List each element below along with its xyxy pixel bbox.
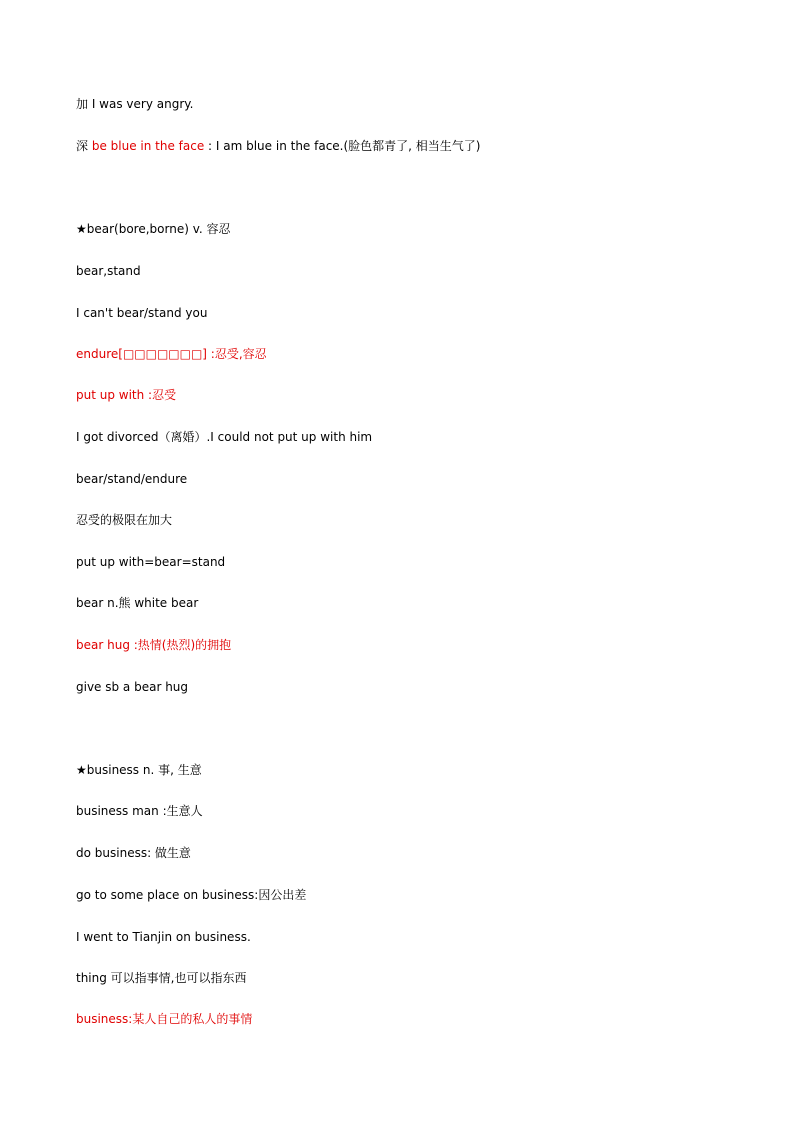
highlighted-text: be blue in the face	[91, 139, 205, 153]
text-line	[76, 138, 480, 154]
text-line	[76, 595, 198, 611]
text-line	[76, 387, 176, 403]
highlighted-text: endure[□□□□□□□] :忍受,容忍	[76, 347, 267, 361]
highlighted-text: business:某人自己的私人的事情	[76, 1012, 253, 1026]
line-text: give sb a bear hug	[76, 680, 189, 694]
text-line	[76, 845, 191, 861]
text-line	[76, 429, 372, 445]
line-text: 加 I was very angry.	[76, 97, 194, 111]
text-line	[76, 96, 193, 112]
line-text: bear/stand/endure	[76, 472, 188, 486]
line-text: do business: 做生意	[76, 846, 191, 860]
text-line	[76, 762, 202, 778]
text-line	[76, 679, 188, 695]
text-line	[76, 471, 187, 487]
text-line	[76, 803, 203, 819]
line-text: 忍受的极限在加大	[76, 513, 173, 527]
line-text: I can't bear/stand you	[76, 306, 208, 320]
line-text: : I am blue in the face.(脸色都青了, 相当生气了)	[204, 139, 481, 153]
line-text: business man :生意人	[76, 804, 203, 818]
line-text: thing 可以指事情,也可以指东西	[76, 971, 247, 985]
text-line	[76, 221, 231, 237]
line-text: 深	[76, 139, 92, 153]
line-text: ★business n. 事, 生意	[76, 763, 202, 777]
text-line	[76, 305, 207, 321]
text-line	[76, 554, 225, 570]
text-line	[76, 346, 267, 362]
highlighted-text: bear hug :热情(热烈)的拥抱	[76, 638, 232, 652]
text-line	[76, 887, 306, 903]
text-line	[76, 263, 141, 279]
text-line	[76, 512, 172, 528]
line-text: I went to Tianjin on business.	[76, 930, 251, 944]
line-text: bear n.熊 white bear	[76, 596, 199, 610]
line-text: ★bear(bore,borne) v. 容忍	[76, 222, 231, 236]
text-line	[76, 637, 231, 653]
line-text: bear,stand	[76, 264, 141, 278]
text-line	[76, 970, 247, 986]
text-line	[76, 929, 251, 945]
highlighted-text: put up with :忍受	[76, 388, 177, 402]
text-line	[76, 1011, 252, 1027]
line-text: put up with=bear=stand	[76, 555, 226, 569]
line-text: go to some place on business:因公出差	[76, 888, 307, 902]
line-text: I got divorced（离婚）.I could not put up with him	[76, 430, 373, 444]
